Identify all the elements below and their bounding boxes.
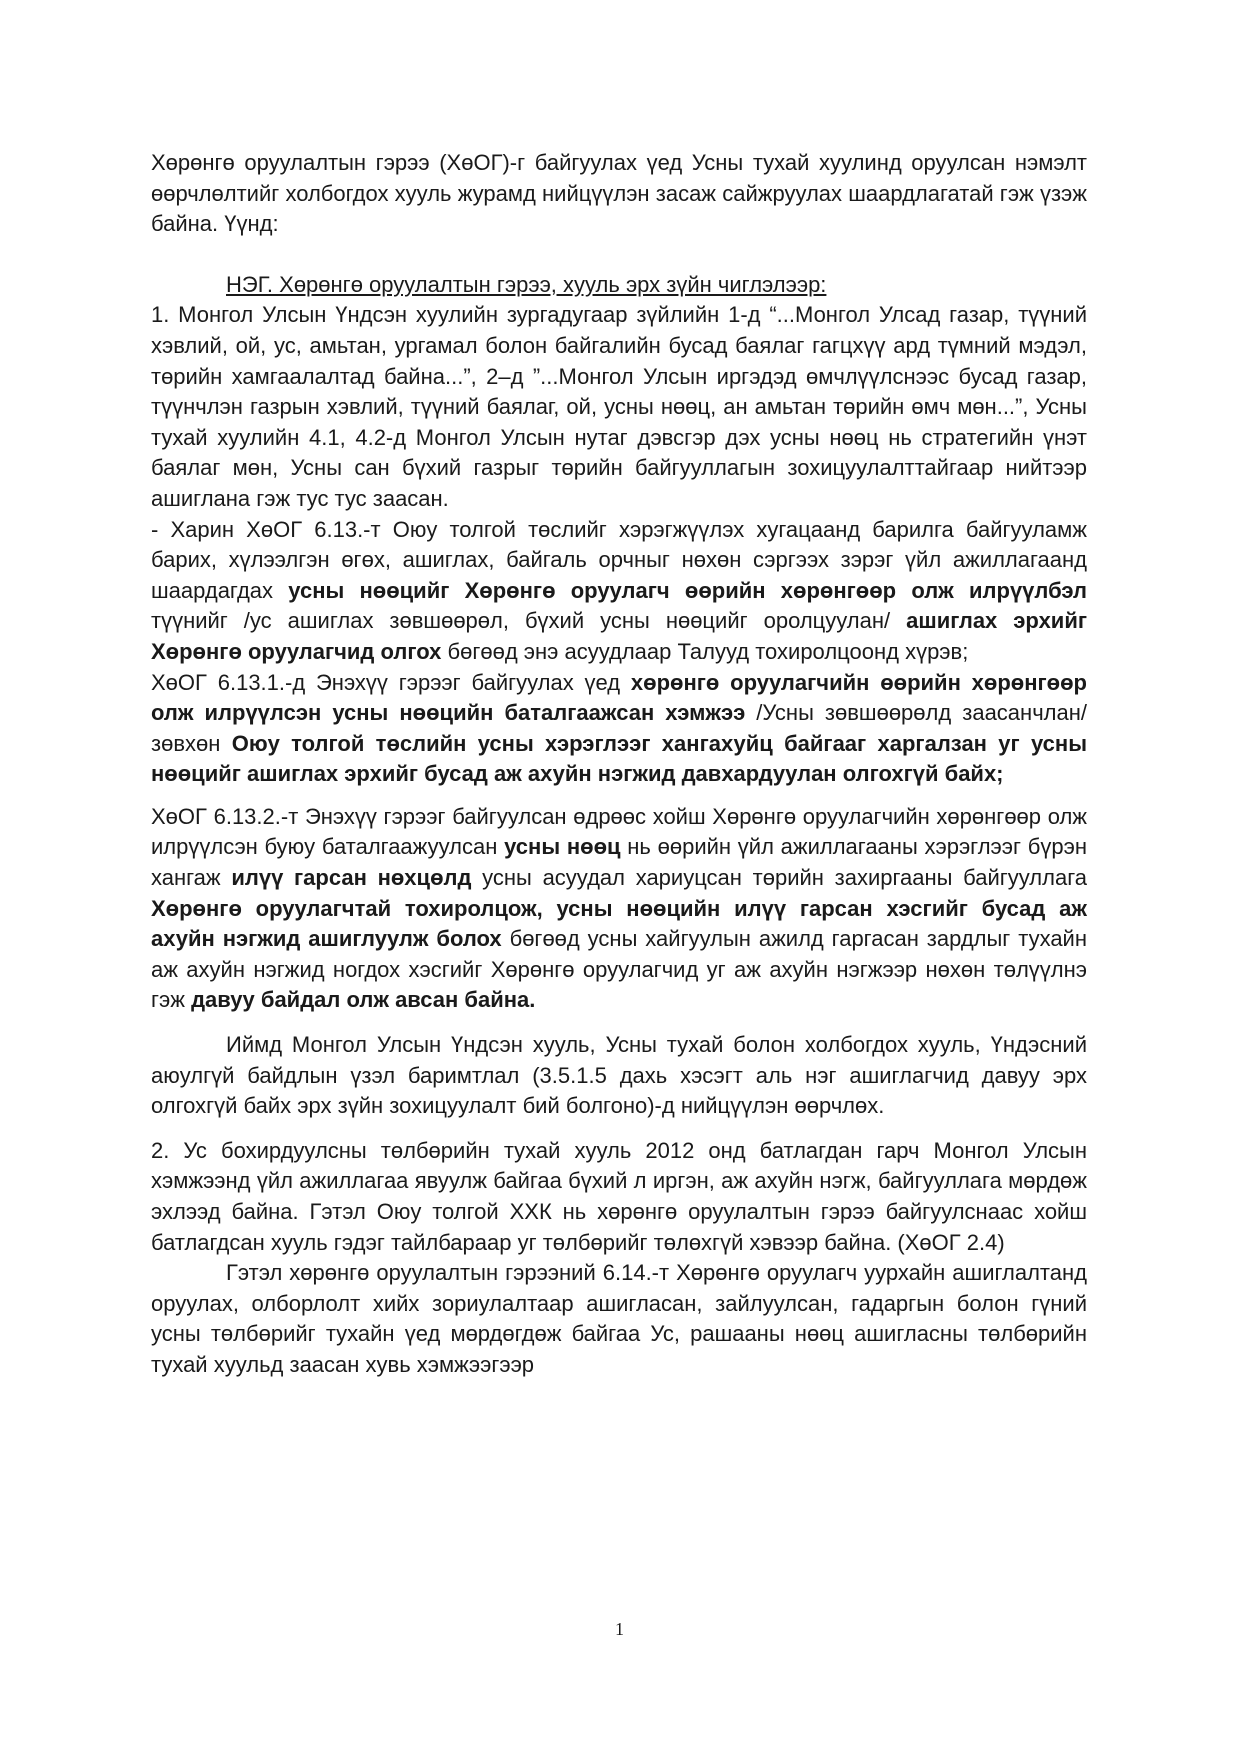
bold-span: Оюу толгой төслийн усны хэрэглээг хангахуйц байгааг харгалзан уг усны нөөцийг ашиглах эрхийг бусад аж ахуйн нэгжид давхардуулан олгохгүй байх; [151, 730, 1087, 787]
text-span: ХөОГ 6.13.1.-д Энэхүү гэрээг байгуулах үед [151, 669, 631, 695]
contract-6-13-paragraph [151, 515, 1087, 668]
text-span: /Усны зөвшөөрөлд заасанчлан/ зөвхөн [151, 700, 1087, 756]
contract-6-13-2-paragraph [151, 802, 1087, 1016]
contract-6-13-1-paragraph [151, 668, 1087, 790]
text-span: ХөОГ 6.13.2.-т Энэхүү гэрээг байгуулсан өдрөөс хойш Хөрөнгө оруулагчийн хөрөнгөөр олж илрүүлсэн буюу баталгаажуулсан [151, 803, 1087, 860]
bold-span: Хөрөнгө оруулагчтай тохиролцож, усны нөөцийн илүү гарсан хэсгийг бусад аж ахуйн нэгжид ашиглуулж болох [151, 895, 1087, 952]
item-2-paragraph: 2. Ус бохирдуулсны төлбөрийн тухай хууль 2012 онд батлагдан гарч Монгол Улсын хэмжээнд үйл ажиллагаа явуулж байгаа бүхий л иргэн, аж ахуйн нэгж, байгууллага мөрдөж эхлээд байна. Гэтэл Оюу толгой ХХК нь хөрөнгө оруулалтын гэрээ байгуулснаас хойш батлагдсан хууль гэдэг тайлбараар уг төлбөрийг төлөхгүй хэвээр байна. (ХөОГ 2.4) [151, 1137, 1087, 1255]
bold-span: хөрөнгө оруулагчийн өөрийн хөрөнгөөр олж илрүүлсэн усны нөөцийн баталгаажсан хэмжээ [151, 669, 1087, 726]
bold-span: усны нөөц [504, 834, 621, 860]
text-span: бөгөөд энэ асуудлаар Талууд тохиролцоонд хүрэв; [441, 638, 969, 664]
document-body [151, 148, 1087, 1381]
section-heading: НЭГ. Хөрөнгө оруулалтын гэрээ, хууль эрх зүйн чиглэлээр: [226, 271, 827, 297]
bold-span: ашиглах эрхийг Хөрөнгө оруулагчид олгох [151, 608, 1088, 664]
item-1-paragraph: 1. Монгол Улсын Үндсэн хуулийн зургадугаар зүйлийн 1-д “...Монгол Улсад газар, түүний хэвлий, ой, ус, амьтан, ургамал болон байгалийн бусад баялаг гагцхүү ард түмний мэдэл, төрийн хамгаалалтад байна...”, 2–д ”...Монгол Улсын иргэдэд өмчлүүлснээс бусад газар, түүнчлэн газрын хэвлий, түүний баялаг, ой, усны нөөц, ан амьтан төрийн өмч мөн...”, Усны тухай хуулийн 4.1, 4.2-д Монгол Улсын нутаг дэвсгэр дэх усны нөөц нь стратегийн үнэт баялаг мөн, Усны сан бүхий газрыг төрийн байгууллагын зохицуулалттайгаар нийтээр ашиглана гэж тус тус заасан. [151, 302, 1087, 511]
text-span: усны асуудал хариуцсан төрийн захиргааны байгууллага [471, 865, 1087, 891]
text-span: түүнийг /ус ашиглах зөвшөөрөл, бүхий усны нөөцийг оролцуулан/ [151, 608, 907, 634]
bold-span: илүү гарсан нөхцөлд [231, 865, 472, 891]
page-number: 1 [615, 1619, 624, 1639]
bold-span: давуу байдал олж авсан байна. [191, 987, 536, 1013]
intro-paragraph: Хөрөнгө оруулалтын гэрээ (ХөОГ)-г байгуулах үед Усны тухай хуулинд оруулсан нэмэлт өөрчлөлтийг холбогдох хууль журамд нийцүүлэн засаж сайжруулах шаардлагатай гэж үзэж байна. Үүнд: [151, 150, 1087, 237]
bold-span: усны нөөцийг Хөрөнгө оруулагч өөрийн хөрөнгөөр олж илрүүлбэл [288, 577, 1087, 603]
conclusion-paragraph: Иймд Монгол Улсын Үндсэн хууль, Усны тухай болон холбогдох хууль, Үндэсний аюулгүй байдлын үзэл баримтлал (3.5.1.5 дахь хэсэгт аль нэг ашиглагчид давуу эрх олгохгүй байх эрх зүйн зохицуулалт бий болгоно)-д нийцүүлэн өөрчлөх. [151, 1032, 1087, 1119]
text-span: - Харин ХөОГ 6.13.-т Оюу толгой төслийг хэрэгжүүлэх хугацаанд барилга байгууламж барих, хүлээлгэн өгөх, ашиглах, байгаль орчныг нөхөн сэргээх зэрэг үйл ажиллагаанд шаардагдах [151, 516, 1087, 603]
text-span: бөгөөд усны хайгуулын ажилд гаргасан зардлыг тухайн аж ахуйн нэгжид ногдох хэсгийг Хөрөнгө оруулагчид уг аж ахуйн нэгжээр нөхөн төлүүлнэ гэж [151, 926, 1087, 1013]
contract-6-14-paragraph: Гэтэл хөрөнгө оруулалтын гэрээний 6.14.-т Хөрөнгө оруулагч уурхайн ашиглалтанд оруулах, олборлолт хийх зориулалтаар ашигласан, зайлуулсан, гадаргын болон гүний усны төлбөрийг тухайн үед мөрдөгдөж байгаа Ус, рашааны нөөц ашигласны төлбөрийн тухай хуульд заасан хувь хэмжээгээр [151, 1260, 1087, 1377]
text-span: нь өөрийн үйл ажиллагааны хэрэглээг бүрэн хангаж [151, 834, 1087, 891]
